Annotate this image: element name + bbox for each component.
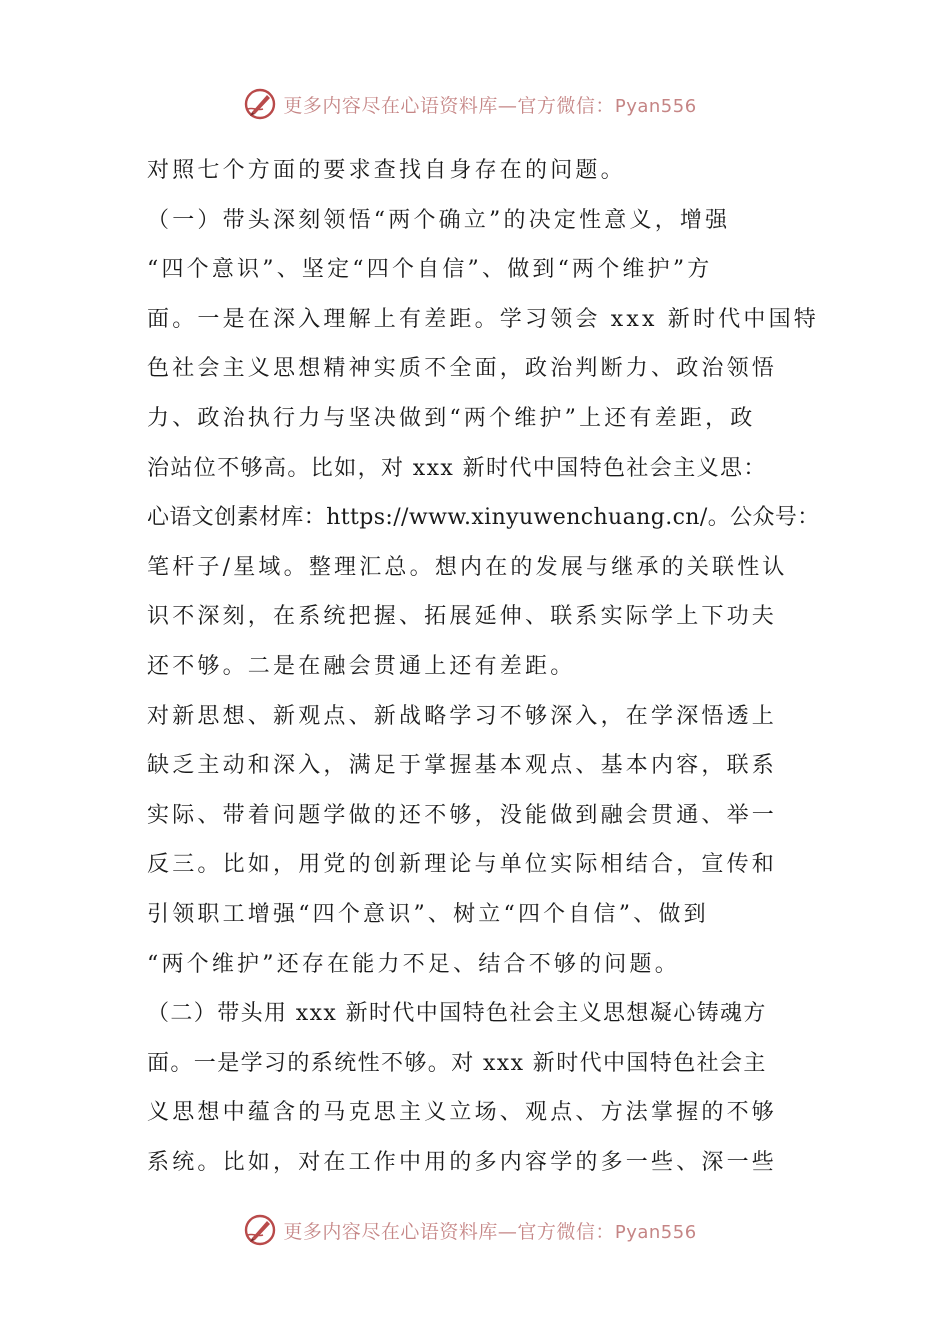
pen-logo-icon [243, 1213, 277, 1247]
text-line: 对新思想、新观点、新战略学习不够深入，在学深悟透上 [147, 703, 778, 729]
banner-label: 更多内容尽在心语资料库—官方微信： [283, 1220, 615, 1243]
text-line: “两个维护”还存在能力不足、结合不够的问题。 [147, 951, 680, 977]
text-line: 系统。比如，对在工作中用的多内容学的多一些、深一些 [147, 1149, 778, 1175]
footer-banner [0, 1210, 950, 1250]
text-line: 心语文创素材库：https://www.xinyuwenchuang.cn/。公众号： [147, 505, 820, 531]
text-line: 实际、带着问题学做的还不够，没能做到融会贯通、举一 [147, 802, 778, 828]
text-line: 面。一是学习的系统性不够。对 xxx 新时代中国特色社会主 [147, 1050, 767, 1076]
pen-logo-icon [243, 87, 277, 121]
text-line: 色社会主义思想精神实质不全面，政治判断力、政治领悟 [147, 356, 778, 382]
banner-text [283, 1217, 696, 1244]
text-line: 义思想中蕴含的马克思主义立场、观点、方法掌握的不够 [147, 1100, 778, 1126]
text-line: （一）带头深刻领悟“两个确立”的决定性意义，增强 [147, 207, 731, 233]
document-body [147, 146, 820, 1187]
text-line: 缺乏主动和深入，满足于掌握基本观点、基本内容，联系 [147, 753, 778, 779]
text-line: 治站位不够高。比如，对 xxx 新时代中国特色社会主义思： [147, 455, 767, 481]
text-line: 对照七个方面的要求查找自身存在的问题。 [147, 158, 626, 183]
text-line: 引领职工增强“四个意识”、树立“四个自信”、做到 [147, 901, 709, 927]
wechat-id: Pyan556 [614, 1221, 697, 1243]
banner-label: 更多内容尽在心语资料库—官方微信： [283, 94, 615, 117]
text-line: （二）带头用 xxx 新时代中国特色社会主义思想凝心铸魂方 [147, 1001, 767, 1027]
header-banner [0, 84, 950, 124]
text-line: 还不够。二是在融会贯通上还有差距。 [147, 653, 576, 679]
text-line: 笔杆子/星域。整理汇总。想内在的发展与继承的关联性认 [147, 554, 788, 580]
text-line: “四个意识”、坚定“四个自信”、做到“两个维护”方 [147, 257, 713, 283]
text-line: 力、政治执行力与坚决做到“两个维护”上还有差距，政 [147, 405, 756, 431]
text-line: 识不深刻，在系统把握、拓展延伸、联系实际学上下功夫 [147, 604, 778, 630]
text-line: 面。一是在深入理解上有差距。学习领会 xxx 新时代中国特 [147, 306, 820, 332]
wechat-id: Pyan556 [614, 95, 697, 117]
text-line: 反三。比如，用党的创新理论与单位实际相结合，宣传和 [147, 852, 778, 878]
banner-text [283, 91, 696, 118]
